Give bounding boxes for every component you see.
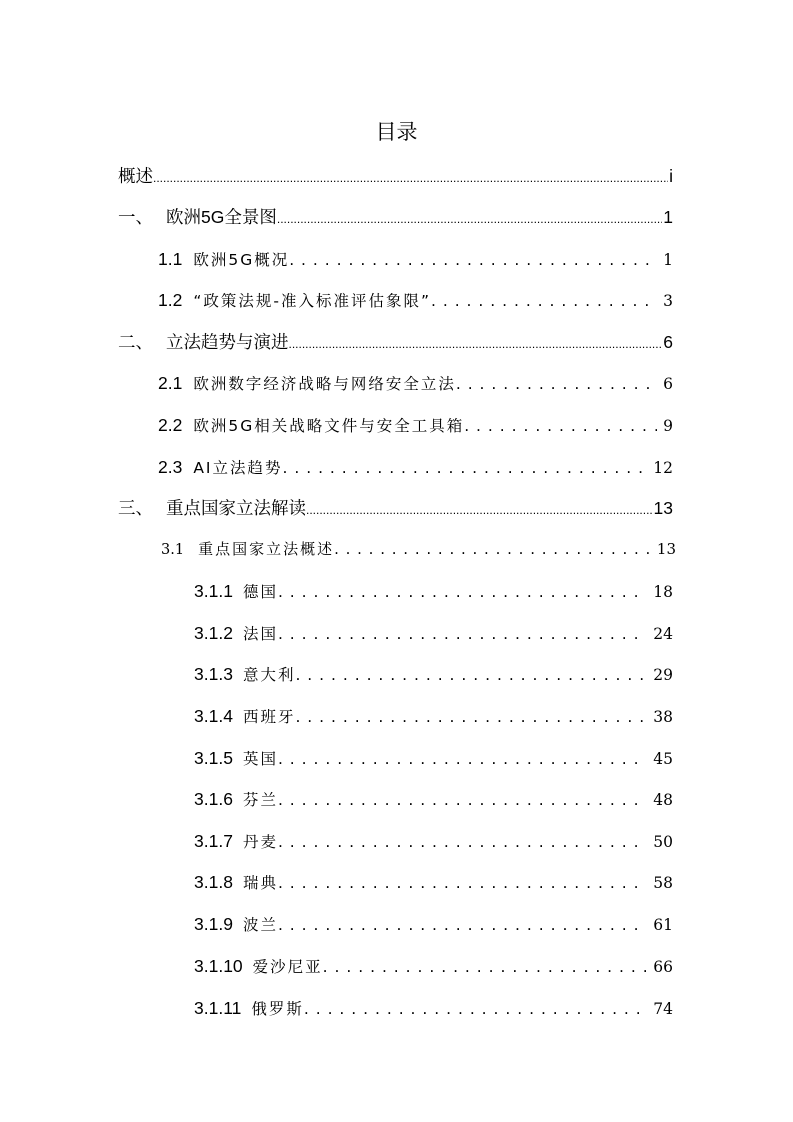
- toc-page-number: 50: [653, 833, 673, 851]
- toc-entry-label: 芬兰: [242, 791, 278, 809]
- toc-entry-number: 二、: [118, 332, 153, 352]
- toc-leader: [278, 621, 647, 647]
- toc-leader: [295, 704, 647, 730]
- toc-entry-subsection-3-1-1[interactable]: [194, 578, 673, 604]
- toc-leader: [323, 954, 648, 980]
- toc-entry-label: 丹麦: [242, 833, 278, 851]
- toc-leader: [278, 787, 647, 813]
- toc-entry-number: 2.3: [158, 457, 183, 477]
- toc-leader: [278, 912, 647, 938]
- toc-entry-label: 英国: [242, 750, 278, 768]
- toc-leader: [153, 163, 668, 191]
- toc-leader: [283, 455, 648, 481]
- toc-entry-chapter-3[interactable]: [118, 495, 673, 521]
- toc-entry-number: 三、: [118, 498, 153, 518]
- toc-leader: [289, 247, 657, 273]
- toc-entry-subsection-3-1-4[interactable]: [194, 703, 673, 729]
- toc-leader: [295, 662, 647, 688]
- toc-page-number: 12: [653, 459, 673, 477]
- toc-page-number: 61: [653, 916, 673, 934]
- toc-leader: [306, 495, 653, 523]
- toc-entry-label: AI立法趋势: [193, 459, 283, 477]
- toc-page-number: 13: [653, 498, 673, 518]
- toc-page-number: 9: [663, 417, 673, 435]
- toc-entry-subsection-3-1-2[interactable]: [194, 620, 673, 646]
- toc-entry-subsection-3-1-11[interactable]: [194, 995, 673, 1021]
- toc-entry-label: 欧洲5G全景图: [166, 207, 277, 227]
- toc-entry-label: “政策法规-准入标准评估象限”: [193, 292, 431, 310]
- toc-entry-number: 2.2: [158, 415, 183, 435]
- toc-entry-chapter-2[interactable]: [118, 329, 673, 355]
- toc-entry-number: 3.1.6: [194, 789, 233, 809]
- toc-entry-label: 立法趋势与演进: [166, 332, 289, 352]
- toc-entry-section-2-2[interactable]: [158, 412, 673, 438]
- toc-page-number: 38: [653, 708, 673, 726]
- toc-page-number: 3: [663, 292, 673, 310]
- toc-page-number: 6: [663, 375, 673, 393]
- toc-entry-number: 3.1.2: [194, 623, 233, 643]
- toc-leader: [278, 870, 647, 896]
- toc-entry-subsection-3-1-6[interactable]: [194, 786, 673, 812]
- toc-leader: [464, 413, 657, 439]
- toc-entry-subsection-3-1-10[interactable]: [194, 953, 673, 979]
- toc-entry-number: 3.1.3: [194, 664, 233, 684]
- toc-entry-section-3-1[interactable]: [161, 536, 676, 562]
- toc-entry-number: 3.1.5: [194, 748, 233, 768]
- toc-entry-label: 爱沙尼亚: [252, 958, 323, 976]
- toc-entry-subsection-3-1-7[interactable]: [194, 828, 673, 854]
- toc-entry-subsection-3-1-3[interactable]: [194, 661, 673, 687]
- toc-page-number: 58: [653, 874, 673, 892]
- toc-page-number: 48: [653, 791, 673, 809]
- toc-leader: [456, 371, 657, 397]
- toc-page-number: 45: [653, 750, 673, 768]
- toc-entry-label: 瑞典: [242, 874, 278, 892]
- toc-entry-label: 概述: [118, 166, 153, 186]
- toc-entry-number: 1.1: [158, 249, 183, 269]
- toc-entry-number: 3.1.1: [194, 581, 233, 601]
- toc-page-number: 18: [653, 583, 673, 601]
- toc-leader: [334, 536, 651, 562]
- toc-page-number: 74: [653, 1000, 673, 1018]
- toc-leader: [278, 579, 647, 605]
- toc-entry-number: 3.1.8: [194, 872, 233, 892]
- toc-entry-label: 法国: [242, 625, 278, 643]
- toc-entry-label: 重点国家立法解读: [166, 498, 306, 518]
- toc-entry-number: 3.1.7: [194, 831, 233, 851]
- toc-entry-number: 3.1.4: [194, 706, 233, 726]
- toc-page-number: 24: [653, 625, 673, 643]
- toc-entry-number: 2.1: [158, 373, 183, 393]
- toc-leader: [277, 204, 662, 232]
- toc-page-number: 13: [656, 540, 676, 558]
- toc-leader: [431, 288, 657, 314]
- toc-title: 目录: [375, 120, 418, 144]
- toc-entry-section-2-3[interactable]: [158, 454, 673, 480]
- toc-entry-section-1-2[interactable]: [158, 287, 673, 313]
- toc-page-number: 1: [663, 251, 673, 269]
- toc-entry-label: 波兰: [242, 916, 278, 934]
- toc-page-number: 6: [663, 332, 673, 352]
- toc-entry-number: 1.2: [158, 290, 183, 310]
- toc-entry-subsection-3-1-5[interactable]: [194, 745, 673, 771]
- toc-entry-label: 重点国家立法概述: [198, 540, 335, 558]
- toc-page-number: 66: [653, 958, 673, 976]
- toc-entry-label: 俄罗斯: [251, 1000, 304, 1018]
- toc-entry-label: 意大利: [242, 666, 296, 684]
- toc-leader: [278, 746, 647, 772]
- toc-entry-subsection-3-1-9[interactable]: [194, 911, 673, 937]
- toc-entry-chapter-1[interactable]: [118, 204, 673, 230]
- toc-leader: [278, 829, 647, 855]
- toc-page-number: i: [669, 166, 673, 186]
- toc-entry-subsection-3-1-8[interactable]: [194, 869, 673, 895]
- toc-entry-label: 欧洲数字经济战略与网络安全立法: [193, 375, 456, 393]
- toc-entry-number: 一、: [118, 207, 153, 227]
- toc-entry-label: 欧洲5G相关战略文件与安全工具箱: [193, 417, 465, 435]
- toc-leader: [289, 329, 663, 357]
- toc-entry-label: 欧洲5G概况: [193, 251, 290, 269]
- toc-entry-label: 德国: [242, 583, 278, 601]
- toc-entry-number: 3.1.9: [194, 914, 233, 934]
- toc-page-number: 29: [653, 666, 673, 684]
- toc-leader: [304, 996, 647, 1022]
- toc-entry-overview[interactable]: [118, 163, 673, 189]
- toc-entry-number: 3.1.10: [194, 956, 243, 976]
- toc-entry-section-1-1[interactable]: [158, 246, 673, 272]
- toc-entry-number: 3.1: [161, 542, 185, 558]
- toc-entry-section-2-1[interactable]: [158, 370, 673, 396]
- toc-page-number: 1: [663, 207, 673, 227]
- toc-entry-number: 3.1.11: [194, 998, 242, 1018]
- toc-entry-label: 西班牙: [242, 708, 296, 726]
